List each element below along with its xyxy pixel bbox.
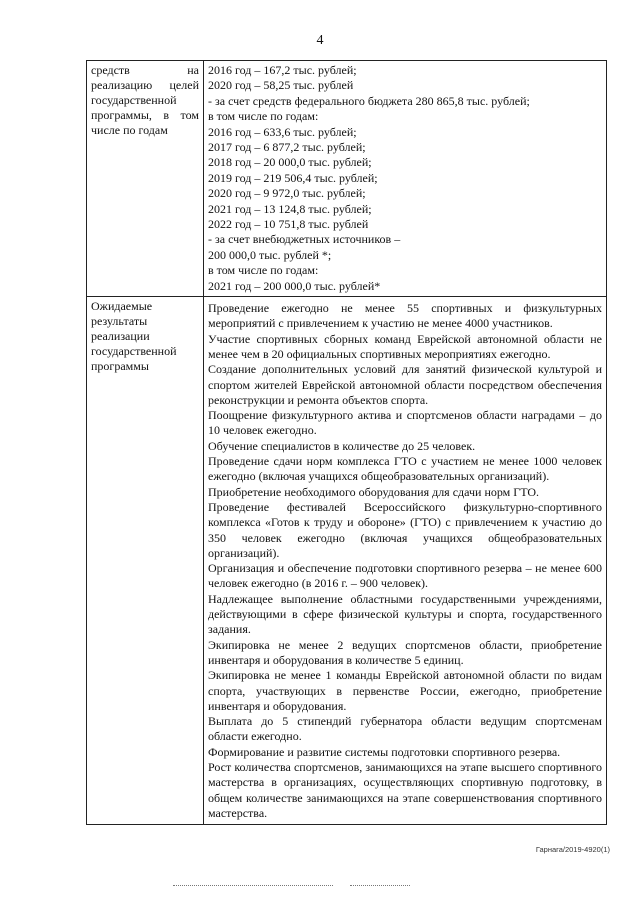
- row-content-funding: [204, 61, 607, 297]
- row-label-results: [87, 297, 204, 825]
- result-item: Создание дополнительных условий для занятий физической культурой и спортом жителей Еврейской автономной области посредством обеспечения реконструкции и ремонта объектов спорта.: [208, 362, 602, 407]
- funding-line: - за счет внебюджетных источников –: [208, 232, 401, 247]
- row-content-results: [204, 297, 607, 825]
- result-item: Выплата до 5 стипендий губернатора области ведущим спортсменам области ежегодно.: [208, 714, 602, 744]
- funding-line: 2020 год – 58,25 тыс. рублей: [208, 78, 354, 93]
- result-item: Поощрение физкультурного актива и спортсменов области наградами – до 10 человек ежегодно.: [208, 408, 602, 438]
- result-item: Организация и обеспечение подготовки спортивного резерва – не менее 600 человек ежегодно (в 2016 г. – 900 человек).: [208, 561, 602, 591]
- results-label: Ожидаемые результаты реализации государственной программы: [91, 299, 177, 374]
- funding-line: 2021 год – 13 124,8 тыс. рублей;: [208, 201, 372, 216]
- funding-line: - за счет средств федерального бюджета 280 865,8 тыс. рублей;: [208, 93, 530, 108]
- footer-divider: [350, 885, 410, 886]
- funding-line: 2020 год – 9 972,0 тыс. рублей;: [208, 186, 366, 201]
- footer-divider: [173, 885, 333, 886]
- funding-line: 2019 год – 219 506,4 тыс. рублей;: [208, 170, 378, 185]
- table-row-funding: [87, 61, 607, 297]
- funding-label: средств на реализацию целей государственной программы, в том числе по годам: [91, 63, 199, 137]
- page-number: 4: [316, 33, 324, 48]
- document-stamp: Гарнага/2019-4920(1): [535, 845, 610, 854]
- result-item: Обучение специалистов в количестве до 25 человек.: [208, 438, 476, 453]
- row-label-funding: [87, 61, 204, 297]
- result-item: Проведение ежегодно не менее 55 спортивных и физкультурных мероприятий с привлечением к участию не менее 4000 участников.: [208, 301, 602, 331]
- table-row-results: [87, 297, 607, 825]
- funding-line: 2018 год – 20 000,0 тыс. рублей;: [208, 155, 372, 170]
- program-passport-table: [86, 60, 607, 825]
- result-item: Приобретение необходимого оборудования для сдачи норм ГТО.: [208, 484, 540, 499]
- result-item: Проведение фестивалей Всероссийского физкультурно-спортивного комплекса «Готов к труду и обороне» (ГТО) с привлечением к участию до 350 человек ежегодно (включая учащихся общеобразовательных организаций).: [208, 499, 602, 560]
- funding-line: 2021 год – 200 000,0 тыс. рублей*: [208, 278, 381, 293]
- funding-line: 2016 год – 633,6 тыс. рублей;: [208, 124, 357, 139]
- result-item: Экипировка не менее 2 ведущих спортсменов области, приобретение инвентаря и оборудования в количестве 5 единиц.: [208, 637, 602, 667]
- funding-line: 200 000,0 тыс. рублей *;: [208, 247, 332, 262]
- result-item: Рост количества спортсменов, занимающихся на этапе высшего спортивного мастерства в организациях, осуществляющих спортивную подготовку, в общем количестве занимающихся на этапе совершенствования спортивного мастерства.: [208, 760, 602, 820]
- funding-line: 2016 год – 167,2 тыс. рублей;: [208, 63, 357, 77]
- funding-line: 2022 год – 10 751,8 тыс. рублей: [208, 217, 369, 232]
- funding-line: в том числе по годам:: [208, 109, 319, 124]
- funding-line: в том числе по годам:: [208, 263, 319, 278]
- result-item: Участие спортивных сборных команд Еврейской автономной области не менее чем в 20 официальных спортивных мероприятиях ежегодно.: [208, 331, 602, 361]
- result-item: Формирование и развитие системы подготовки спортивного резерва.: [208, 744, 561, 759]
- result-item: Надлежащее выполнение областными государственными учреждениями, действующими в сфере физической культуры и спорта, государственного задания.: [208, 591, 602, 637]
- result-item: Экипировка не менее 1 команды Еврейской автономной области по видам спорта, участвующих в первенстве России, ежегодно, приобретение инвентаря и оборудования.: [208, 668, 602, 713]
- funding-line: 2017 год – 6 877,2 тыс. рублей;: [208, 140, 366, 155]
- result-item: Проведение сдачи норм комплекса ГТО с участием не менее 1000 человек ежегодно (включая учащихся общеобразовательных организаций).: [208, 454, 602, 484]
